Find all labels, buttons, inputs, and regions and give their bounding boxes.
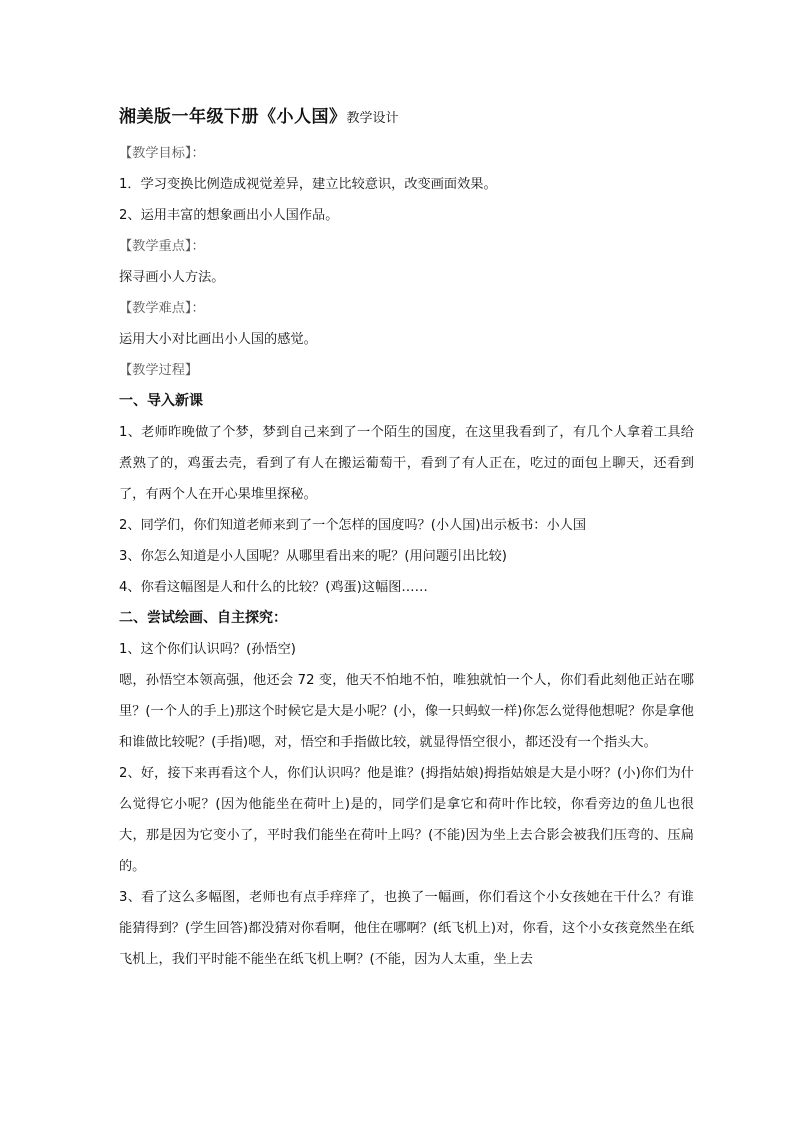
paragraph: 3、你怎么知道是小人国呢？从哪里看出来的呢？(用问题引出比较) xyxy=(119,549,507,564)
process-label: 【教学过程】 xyxy=(119,363,199,378)
document-page xyxy=(119,104,694,975)
paragraph: 嗯，孙悟空本领高强，他还会 72 变，他天不怕地不怕，唯独就怕一个人，你们看此刻他正站在哪里？(一个人的手上)那这个时候它是大是小呢？(小，像一只蚂蚁一样)你怎么觉得他想呢？你是拿他和谁做比较呢？(手指)嗯，对，悟空和手指做比较，就显得悟空很小，都还没有一个指头大。 xyxy=(119,673,694,750)
paragraph: 1、老师昨晚做了个梦，梦到自己来到了一个陌生的国度，在这里我看到了，有几个人拿着工具给煮熟了的，鸡蛋去壳，看到了有人在搬运葡萄干，看到了有人正在，吃过的面包上聊天，还看到了，有两个人在开心果堆里探秘。 xyxy=(119,425,694,502)
difficulties-text: 运用大小对比画出小人国的感觉。 xyxy=(119,332,317,347)
key-points-label: 【教学重点】： xyxy=(119,239,205,254)
paragraph: 3、看了这么多幅图，老师也有点手痒痒了，也换了一幅画，你们看这个小女孩她在干什么？有谁能猜得到？(学生回答)都没猜对你看啊，他住在哪啊？(纸飞机上)对，你看，这个小女孩竟然坐在纸飞机上，我们平时能不能坐在纸飞机上啊？(不能，因为人太重，坐上去 xyxy=(119,890,694,967)
objective-item: 2、运用丰富的想象画出小人国作品。 xyxy=(119,208,339,223)
key-points-text: 探寻画小人方法。 xyxy=(119,270,225,285)
paragraph: 2、同学们，你们知道老师来到了一个怎样的国度吗？(小人国)出示板书：小人国 xyxy=(119,518,587,533)
section-heading: 一、导入新课 xyxy=(119,393,203,409)
title-suffix: 教学设计 xyxy=(346,111,399,126)
paragraph: 4、你看这幅图是人和什么的比较？(鸡蛋)这幅图…… xyxy=(119,580,428,595)
document-title xyxy=(119,104,694,132)
paragraph: 1、这个你们认识吗？(孙悟空) xyxy=(119,642,296,657)
title-main: 湘美版一年级下册《小人国》 xyxy=(119,107,347,127)
difficulties-label: 【教学难点】： xyxy=(119,301,205,316)
paragraph: 2、好，接下来再看这个人，你们认识吗？他是谁？(拇指姑娘)拇指姑娘是大是小呀？(小)你们为什么觉得它小呢？(因为他能坐在荷叶上)是的，同学们是拿它和荷叶作比较，你看旁边的鱼儿也很大，那是因为它变小了，平时我们能坐在荷叶上吗？(不能)因为坐上去合影会被我们压弯的、压扁的。 xyxy=(119,766,694,874)
section-heading: 二、尝试绘画、自主探究： xyxy=(119,610,287,626)
objectives-label: 【教学目标】： xyxy=(119,146,205,161)
objective-item: 1．学习变换比例造成视觉差异，建立比较意识，改变画面效果。 xyxy=(119,177,497,192)
